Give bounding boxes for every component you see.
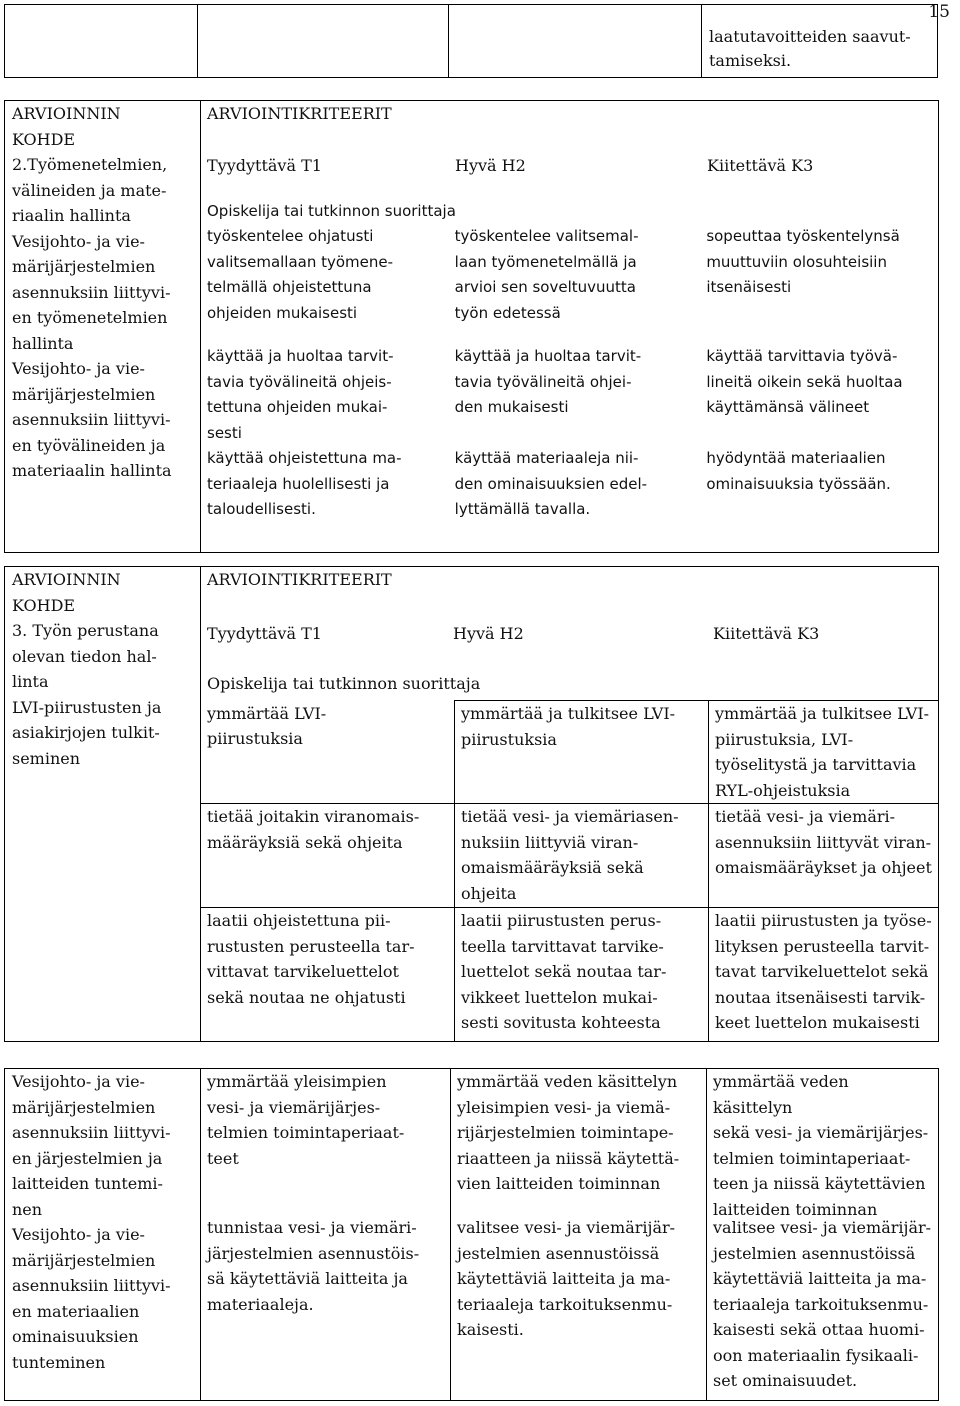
assessment-target-item: LVI-piirustusten ja asiakirjojen tulkit- seminen (12, 697, 162, 768)
grade-level-h2: Hyvä H2 (453, 623, 524, 643)
criteria-h2: ymmärtää veden käsittelyn yleisimpien vesi- ja viemä- rijärjestelmien toimintape- riaatteen ja niissä käytettä- vien laitteiden toiminnan (457, 1072, 680, 1193)
criteria-t1: tietää joitakin viranomais- määräyksiä sekä ohjeita (201, 804, 455, 908)
criteria-row (207, 446, 932, 523)
grade-levels (207, 621, 932, 649)
criteria-h2: tietää vesi- ja viemäriasen- nuksiin liittyviä viran- omaismääräyksiä sekä ohjeita (455, 804, 709, 908)
criteria-row (207, 224, 932, 344)
grade-level-h2: Hyvä H2 (455, 155, 526, 175)
assessment-target-item: Vesijohto- ja vie- märijärjestelmien asennuksiin liittyvi- en järjestelmien ja laitteiden tuntemi- nen (12, 1072, 171, 1219)
criteria-h2: käyttää materiaaleja nii- den ominaisuuksien edel- lyttämällä tavalla. (454, 449, 648, 518)
assessment-target-cell (5, 101, 201, 553)
assessment-target-heading: ARVIOINNIN KOHDE (12, 570, 121, 615)
grade-level-t1: Tyydyttävä T1 (207, 155, 322, 175)
criteria-h2: työskentelee valitsemal- laan työmenetelmällä ja arvioi sen soveltuvuutta työn edetessä (454, 227, 639, 322)
criteria-k3: hyödyntää materiaalien ominaisuuksia työssään. (706, 449, 891, 493)
criteria-k3: laatii piirustusten ja työse- lityksen perusteella tarvit- tavat tarvikeluettelot sekä noutaa itsenäisesti tarvik- keet luettelon mukaisesti (709, 908, 939, 1042)
page-number: 15 (928, 2, 950, 22)
criteria-k3: käyttää tarvittavia työvä- lineitä oikein sekä huoltaa käyttämänsä välineet (706, 347, 903, 416)
assessment-target-cell (5, 1069, 201, 1401)
grade-level-t1: Tyydyttävä T1 (207, 623, 322, 643)
criteria-h2: laatii piirustusten perus- teella tarvittavat tarvike- luettelot sekä noutaa tar- vikkeet luettelon mukai- sesti sovitusta kohteesta (455, 908, 709, 1042)
assessment-target-item: Vesijohto- ja vie- märijärjestelmien asennuksiin liittyvi- en työmenetelmien hallinta (12, 231, 171, 353)
subject-line: Opiskelija tai tutkinnon suorittaja (201, 671, 939, 701)
criteria-header-cell (201, 567, 939, 671)
continuation-row (4, 4, 938, 78)
criteria-t1: ymmärtää yleisimpien vesi- ja viemärijärjes- telmien toimintaperiaat- teet (207, 1072, 405, 1168)
criteria-t1: tunnistaa vesi- ja viemäri- järjestelmien asennustöis- sä käytettäviä laitteita ja materiaaleja. (207, 1218, 420, 1314)
criteria-t1: käyttää ja huoltaa tarvit- tavia työvälineitä ohjeis- tettuna ohjeiden mukai- sesti (207, 347, 394, 442)
criteria-t1: käyttää ohjeistettuna ma- teriaaleja huolellisesti ja taloudellisesti. (207, 449, 402, 518)
assessment-target-title: 2.Työmenetelmien, välineiden ja mate- riaalin hallinta (12, 155, 168, 225)
criteria-t1: laatii ohjeistettuna pii- rustusten perusteella tar- vittavat tarvikeluettelot sekä noutaa ne ohjatusti (201, 908, 455, 1042)
criteria-k3: valitsee vesi- ja viemärijär- jestelmien asennustöissä käytettäviä laitteita ja ma- teriaaleja tarkoituksenmu- kaisesti sekä ottaa huomi- oon materiaalin fysikaali- set ominaisuudet. (713, 1218, 932, 1390)
assessment-target-item: Vesijohto- ja vie- märijärjestelmien asennuksiin liittyvi- en materiaalien ominaisuuksien tunteminen (12, 1225, 171, 1372)
criteria-k3: ymmärtää veden käsittelyn sekä vesi- ja viemärijärjes- telmien toimintaperiaat- teen ja niissä käytettävien laitteiden toiminnan (713, 1072, 929, 1219)
criteria-heading: ARVIOINTIKRITEERIT (207, 104, 392, 123)
continuation-text: laatutavoitteiden saavut- tamiseksi. (709, 27, 911, 70)
criteria-h2: ymmärtää ja tulkitsee LVI- piirustuksia (455, 701, 709, 804)
criteria-k3-cell (707, 1069, 939, 1401)
assessment-target-item: Vesijohto- ja vie- märijärjestelmien asennuksiin liittyvi- en työvälineiden ja materiaalin hallinta (12, 359, 172, 480)
criteria-h2-cell (451, 1069, 707, 1401)
assessment-target-title: 3. Työn perustana olevan tiedon hal- linta (12, 621, 159, 691)
assessment-target-heading: ARVIOINNIN KOHDE (12, 104, 121, 149)
criteria-k3: tietää vesi- ja viemäri- asennuksiin liittyvät viran- omaismääräykset ja ohjeet (709, 804, 939, 908)
criteria-table-2 (4, 100, 939, 553)
criteria-t1: ymmärtää LVI- piirustuksia (201, 701, 455, 804)
criteria-cell (201, 101, 939, 553)
criteria-k3: ymmärtää ja tulkitsee LVI- piirustuksia, LVI- työselitystä ja tarvittavia RYL-ohjeistuksia (709, 701, 939, 804)
criteria-h2: valitsee vesi- ja viemärijär- jestelmien asennustöissä käytettäviä laitteita ja ma- teriaaleja tarkoituksenmu- kaisesti. (457, 1218, 676, 1339)
grade-levels (207, 153, 932, 181)
assessment-target-cell (5, 567, 201, 1042)
criteria-heading: ARVIOINTIKRITEERIT (207, 570, 392, 589)
criteria-row (207, 344, 932, 446)
criteria-h2: käyttää ja huoltaa tarvit- tavia työvälineitä ohjei- den mukaisesti (454, 347, 642, 416)
subject-line: Opiskelija tai tutkinnon suorittaja (207, 201, 456, 220)
criteria-k3: sopeuttaa työskentelynsä muuttuviin olosuhteisiin itsenäisesti (706, 227, 900, 296)
criteria-t1: työskentelee ohjatusti valitsemallaan työmene- telmällä ohjeistettuna ohjeiden mukaisesti (207, 227, 394, 322)
grade-level-k3: Kiitettävä K3 (713, 623, 820, 643)
criteria-table-3 (4, 566, 939, 1042)
grade-level-k3: Kiitettävä K3 (707, 155, 814, 175)
criteria-t1-cell (201, 1069, 451, 1401)
criteria-table-4 (4, 1068, 939, 1401)
